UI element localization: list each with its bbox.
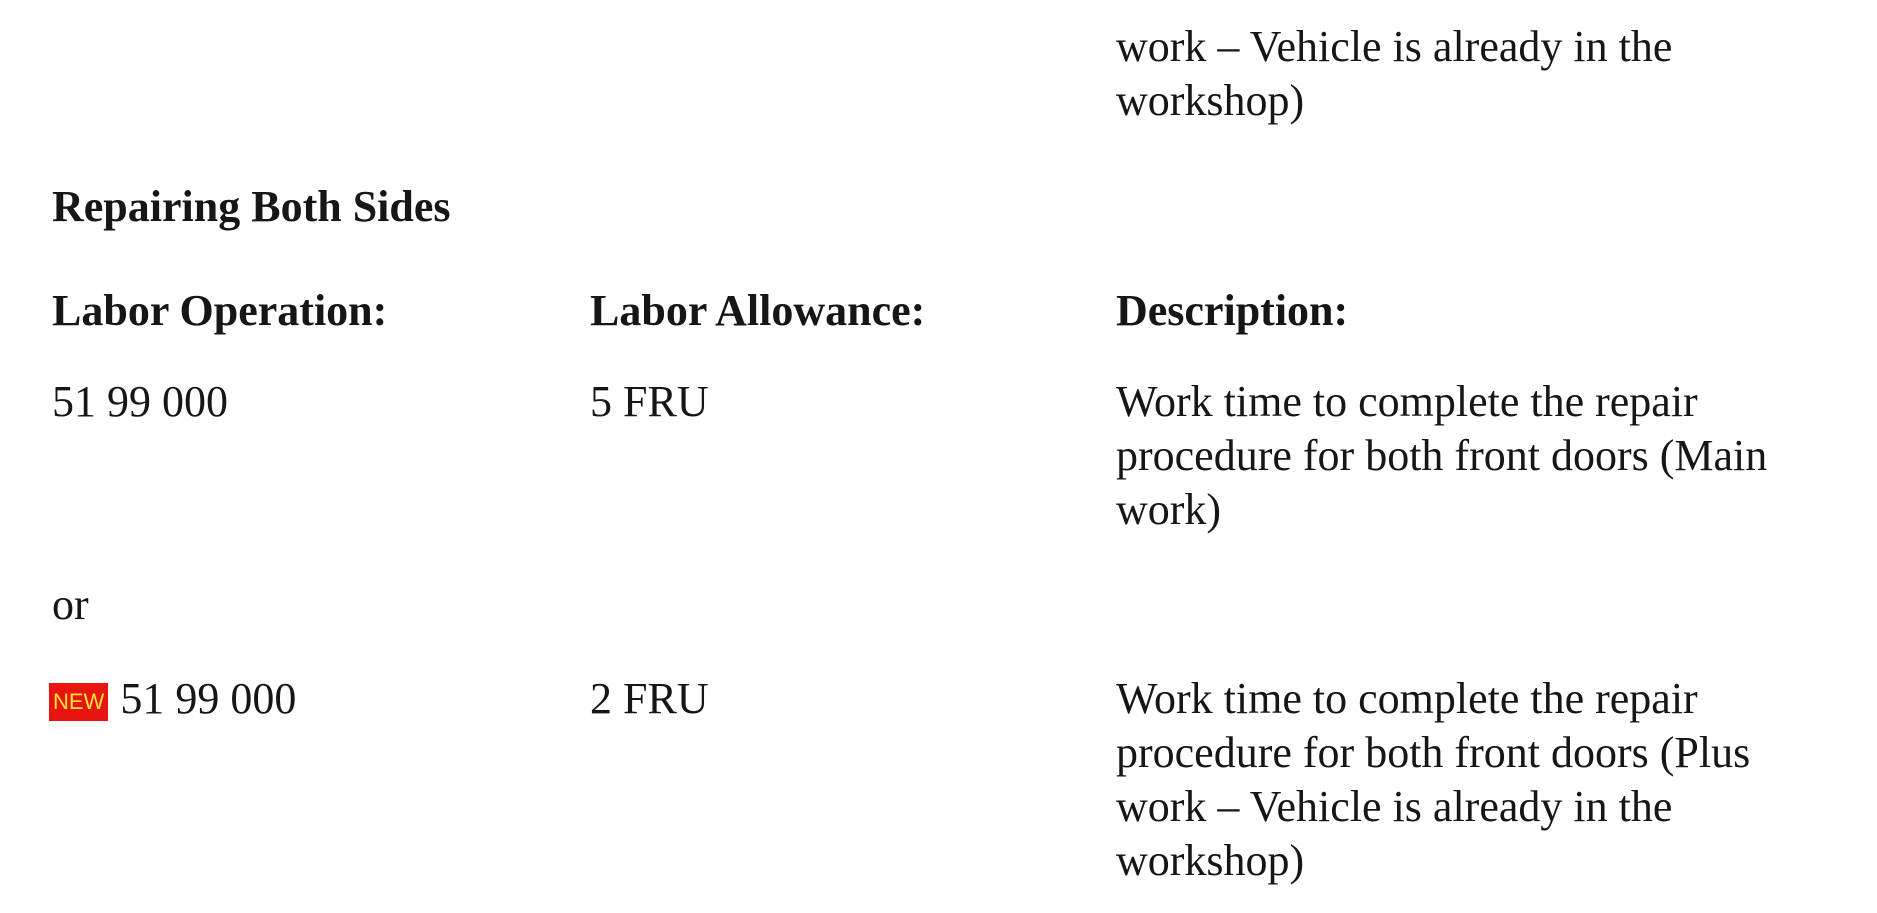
description-line: Work time to complete the repair bbox=[1116, 377, 1698, 426]
separator-or: or bbox=[52, 580, 89, 629]
row-2-labor-operation: 51 99 000 bbox=[120, 674, 297, 723]
row-1-labor-allowance: 5 FRU bbox=[590, 377, 709, 426]
description-line: procedure for both front doors (Main bbox=[1116, 431, 1768, 480]
header-labor-operation: Labor Operation: bbox=[52, 286, 388, 335]
row-2-description bbox=[1116, 672, 1876, 888]
description-line: workshop) bbox=[1116, 76, 1305, 125]
section-title: Repairing Both Sides bbox=[52, 182, 451, 231]
description-line: work – Vehicle is already in the bbox=[1116, 782, 1673, 831]
header-description: Description: bbox=[1116, 286, 1349, 335]
previous-description bbox=[1116, 20, 1876, 128]
new-badge: NEW bbox=[49, 683, 108, 721]
description-line: Work time to complete the repair bbox=[1116, 674, 1698, 723]
row-2-labor-allowance: 2 FRU bbox=[590, 674, 709, 723]
header-labor-allowance: Labor Allowance: bbox=[590, 286, 926, 335]
description-line: procedure for both front doors (Plus bbox=[1116, 728, 1751, 777]
row-2-labor-operation-cell bbox=[49, 672, 296, 726]
row-1-description bbox=[1116, 375, 1876, 537]
row-1-labor-operation: 51 99 000 bbox=[52, 377, 228, 426]
description-line: work – Vehicle is already in the bbox=[1116, 22, 1673, 71]
description-line: workshop) bbox=[1116, 836, 1305, 885]
description-line: work) bbox=[1116, 485, 1222, 534]
